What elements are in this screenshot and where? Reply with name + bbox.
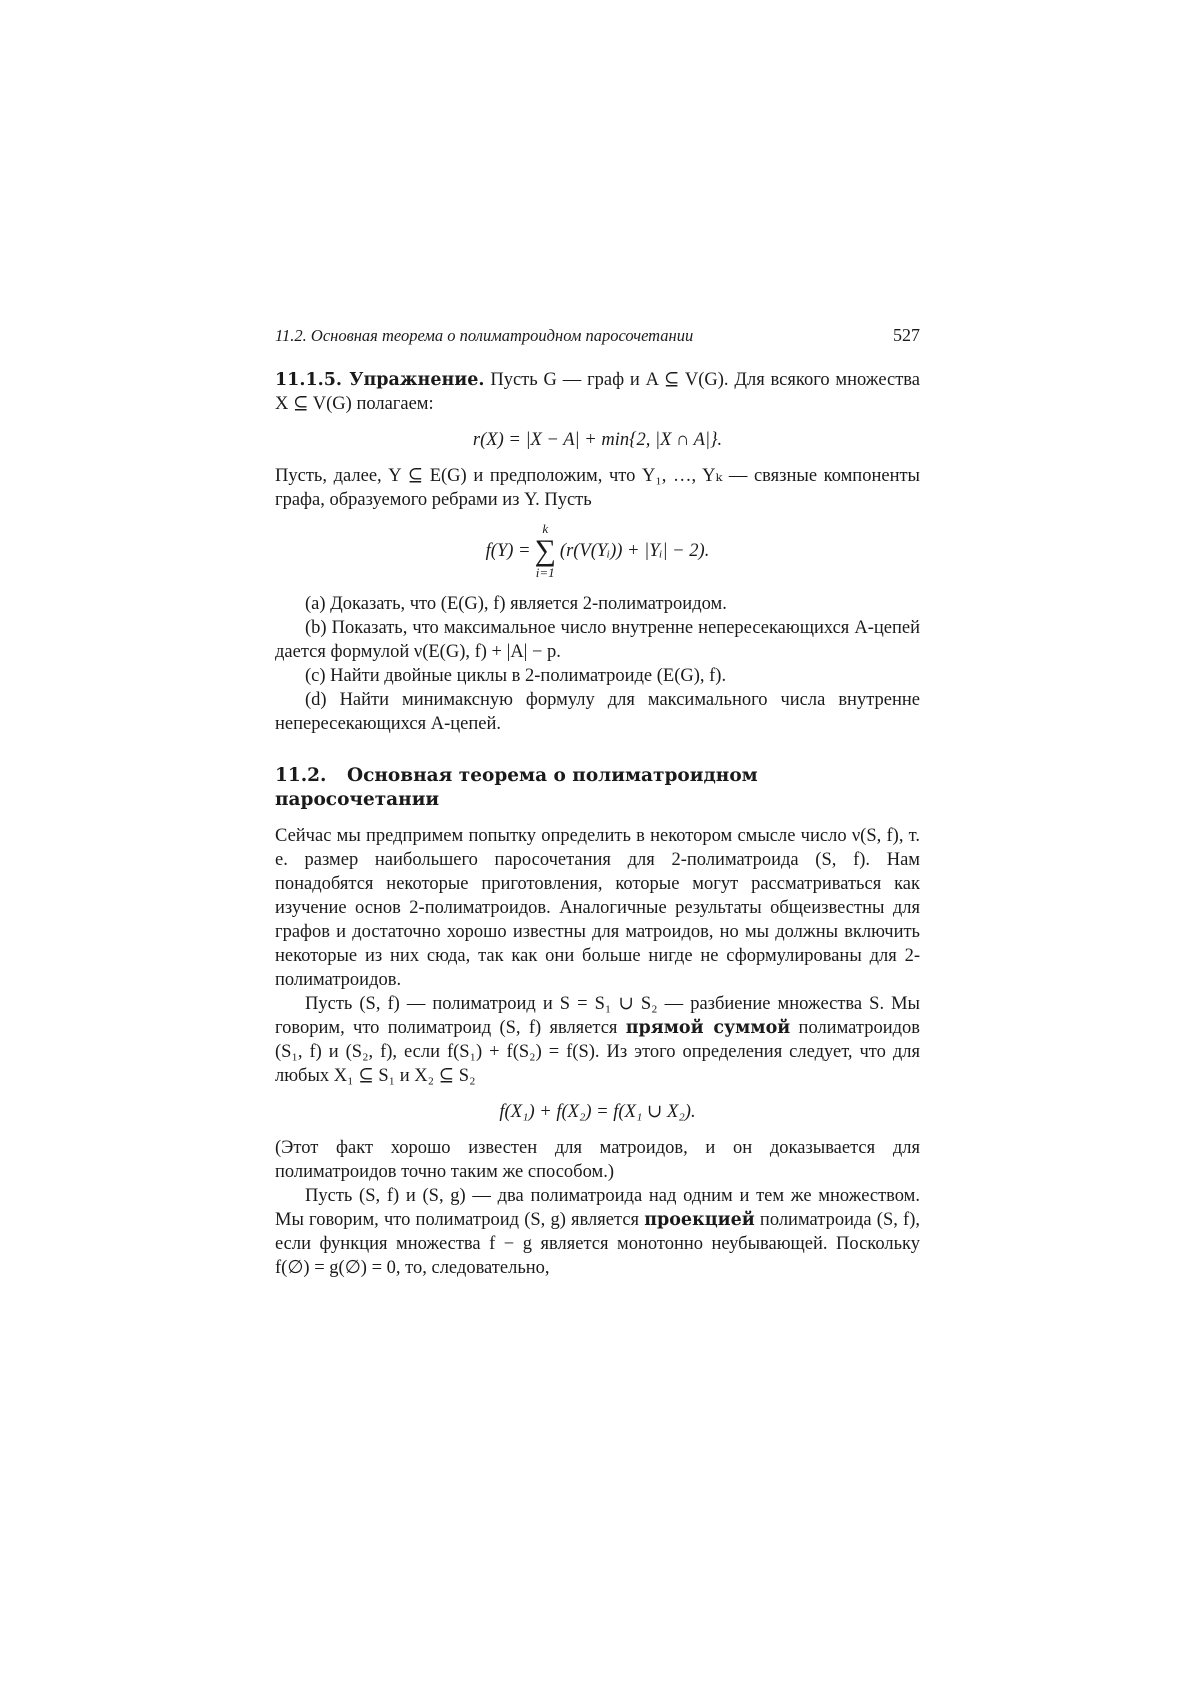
exercise-item-a: (a) Доказать, что (E(G), f) является 2-полиматроидом. xyxy=(305,594,727,614)
section-title-line2: паросочетании xyxy=(275,789,440,810)
formula-f-rhs: (r(V(Yᵢ)) + |Yᵢ| − 2). xyxy=(559,541,710,561)
term-projection: проекцией xyxy=(644,1210,755,1230)
running-header xyxy=(275,323,920,348)
formula-f-lhs: f(Y) = xyxy=(485,541,531,561)
formula-r: r(X) = |X − A| + min{2, |X ∩ A|}. xyxy=(472,430,723,450)
paragraph-2 xyxy=(275,992,920,1088)
summation-symbol xyxy=(535,522,556,580)
formula-direct-sum: f(X₁) + f(X₂) = f(X₁ ∪ X₂). xyxy=(499,1102,696,1122)
section-heading xyxy=(275,764,920,812)
paragraph-4 xyxy=(275,1184,920,1280)
exercise-intro xyxy=(275,368,920,416)
paragraph-1: Сейчас мы предпримем попытку определить в некотором смысле число ν(S, f), т. е. размер наибольшего паросочетания для 2-полиматроида (S, f). Нам понадобятся некоторые приготовления, которые могут рассматриваться как изучение основ 2-полиматроидов. Аналогичные результаты общеизвестны для графов и достаточно хорошо известны для матроидов, но мы должны включить некоторые из них сюда, так как они больше нигде не сформулированы для 2-полиматроидов. xyxy=(275,826,920,990)
exercise-item-d: (d) Найти минимаксную формулу для максимального числа внутренне непересекающихся A-цепей. xyxy=(275,690,920,734)
section-number: 11.2. xyxy=(275,765,327,786)
page-content xyxy=(275,323,920,1280)
page-number: 527 xyxy=(893,325,920,345)
exercise-label: 11.1.5. Упражнение. xyxy=(275,370,485,390)
sum-lower-limit: i=1 xyxy=(535,565,555,580)
paragraph-4-end: полиматроида (S, f), если функция множества f − g является монотонно неубывающей. Поскольку f(∅) = g(∅) = 0, то, следовательно, xyxy=(275,1210,920,1278)
paragraph-3: (Этот факт хорошо известен для матроидов, и он доказывается для полиматроидов точно таким же способом.) xyxy=(275,1138,920,1182)
paragraph-2-start: Пусть (S, f) — полиматроид и S = S₁ ∪ S₂ — разбиение множества S. Мы говорим, что полиматроид (S, f) является xyxy=(275,994,920,1038)
formula-f xyxy=(275,522,920,580)
sigma-sign: ∑ xyxy=(534,534,556,567)
term-direct-sum: прямой суммой xyxy=(625,1018,791,1038)
section-title-line1: Основная теорема о полиматроидном xyxy=(347,765,758,786)
sum-upper-limit: k xyxy=(542,521,549,536)
exercise-text2: Пусть, далее, Y ⊆ E(G) и предположим, что Y₁, …, Yₖ — связные компоненты графа, образуемого ребрами из Y. Пусть xyxy=(275,466,920,510)
exercise-item-b: (b) Показать, что максимальное число внутренне непересекающихся A-цепей дается формулой ν(E(G), f) + |A| − p. xyxy=(275,618,920,662)
paragraph-2-end: полиматроидов (S₁, f) и (S₂, f), если f(S₁) + f(S₂) = f(S). Из этого определения следует, что для любых X₁ ⊆ S₁ и X₂ ⊆ S₂ xyxy=(275,1018,921,1086)
exercise-item-c: (c) Найти двойные циклы в 2-полиматроиде (E(G), f). xyxy=(305,666,727,686)
paragraph-4-start: Пусть (S, f) и (S, g) — два полиматроида над одним и тем же множеством. Мы говорим, что полиматроид (S, g) является xyxy=(275,1186,920,1230)
exercise-intro-text: Пусть G — граф и A ⊆ V(G). Для всякого множества X ⊆ V(G) полагаем: xyxy=(275,370,921,414)
running-title: 11.2. Основная теорема о полиматроидном паросочетании xyxy=(275,326,694,345)
